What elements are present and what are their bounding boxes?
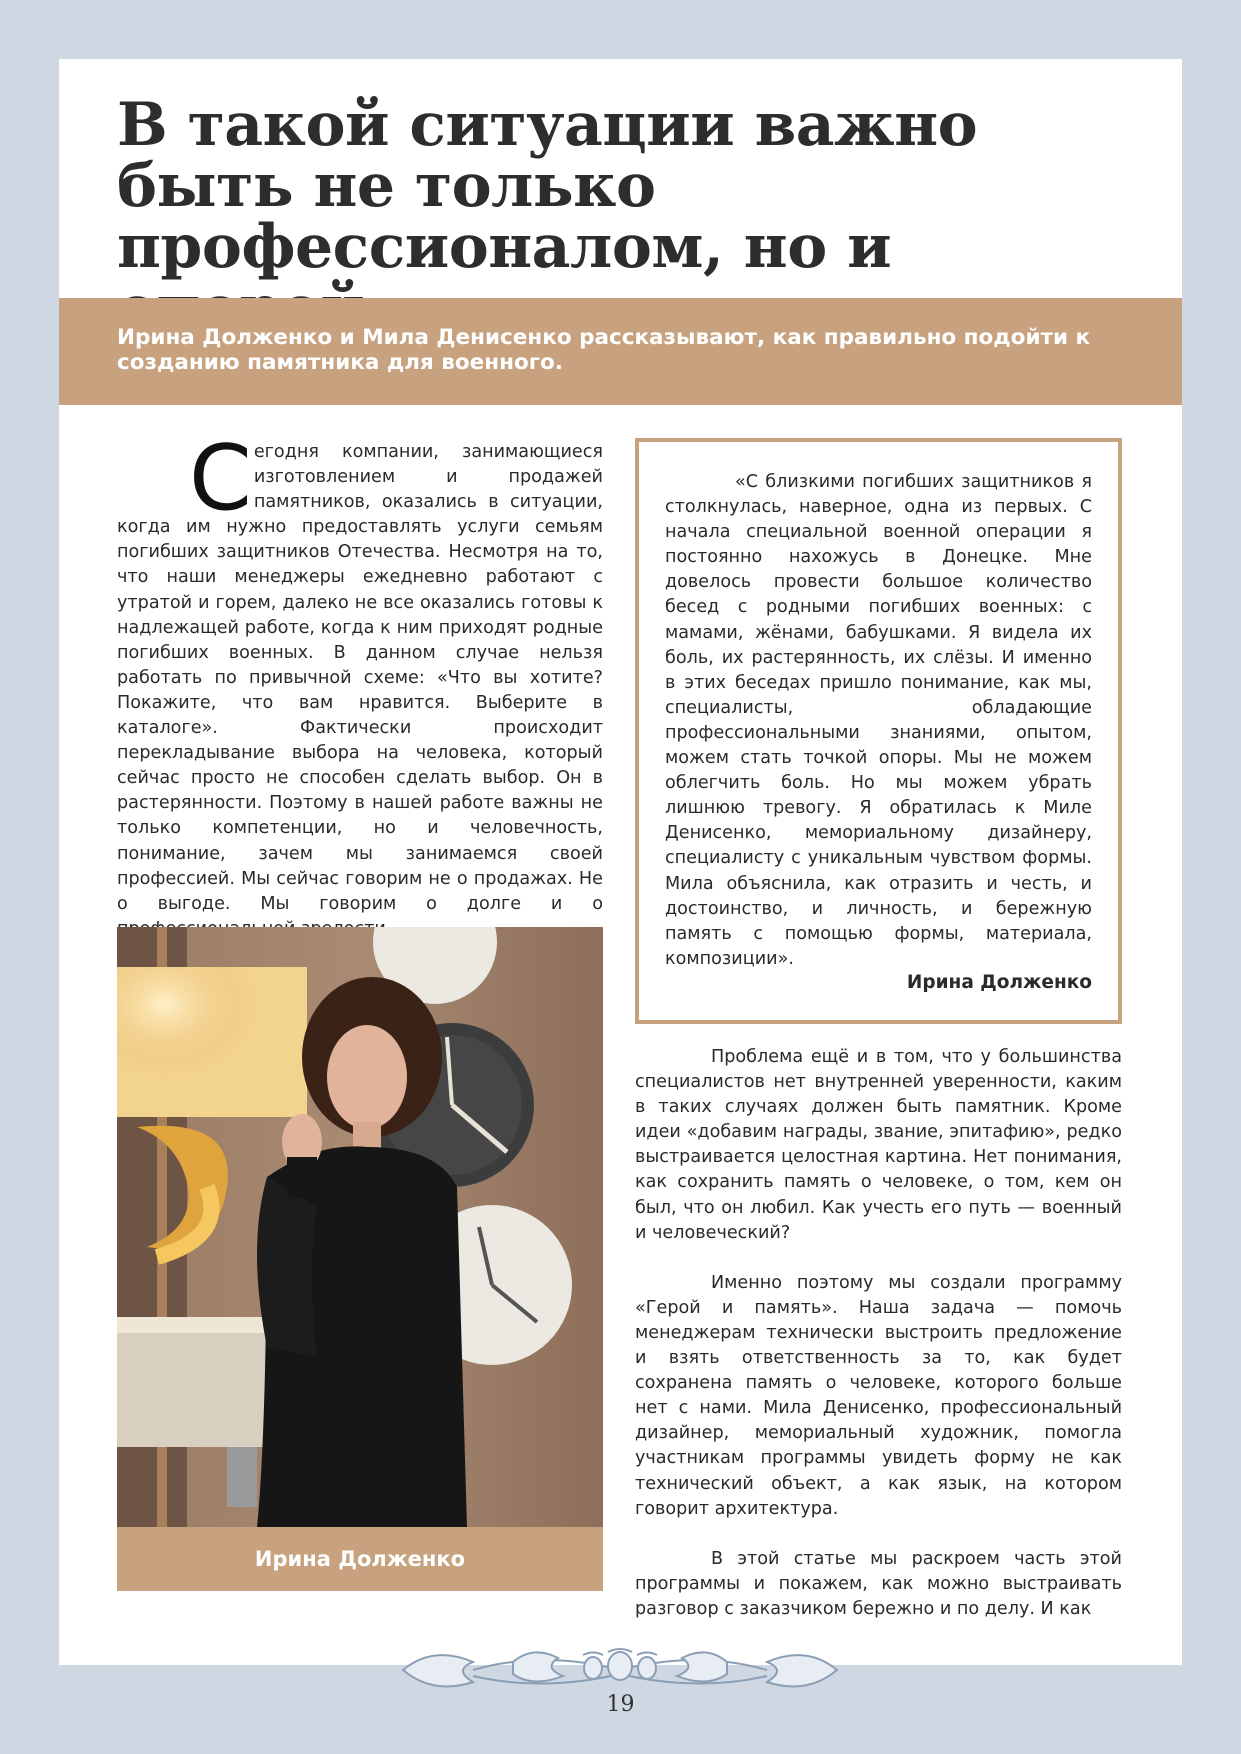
quote-author: Ирина Долженко	[906, 972, 1092, 993]
quote-box	[635, 438, 1122, 1024]
right-column	[635, 1045, 1122, 1647]
photo-caption-band	[117, 1527, 603, 1591]
oak-leaf-acorn-ornament-icon	[393, 1640, 847, 1698]
intro-text: егодня компании, занимающиеся изготовлением и продажей памятников, оказались в ситуации, когда им нужно предоставлять услуги семьям погибших защитников Отечества. Несмотря на то, что наши менеджеры ежедневно работают с утратой и горем, далеко не все оказались готовы к надлежащей работе, когда к ним приходят родные погибших военных. В данном случае нельзя работать по привычной схеме: «Что вы хотите? Покажите, что вам нравится. Выберите в каталоге». Фактически происходит перекладывание выбора на человека, который сейчас просто не способен сделать выбор. Он в растерянности. Поэтому в нашей работе важны не только компетенции, но и человечность, понимание, зачем мы занимаемся своей профессией. Мы сейчас говорим не о продажах. Не о выгоде. Мы говорим о долге и о	[117, 442, 603, 914]
intro-paragraph	[117, 426, 603, 942]
portrait-photo	[117, 927, 603, 1527]
photo-caption: Ирина Долженко	[254, 1547, 466, 1571]
quote-text: «С близкими погибших защитников я столкнулась, наверное, одна из первых. С начала специальной военной операции я постоянно нахожусь в Донецке. Мне довелось провести большое количество бесед с родными погибших военных: с мамами, жёнами, бабушками. Я видела их боль, их растерянность, их слёзы. И именно в этих беседах пришло понимание, как мы, специалисты, обладающие профессиональными знаниями, опытом, можем стать точкой опоры. Мы не можем облегчить боль. Но мы можем убрать лишнюю тревогу. Я обратилась к Миле Денисенко, мемориальному дизайнеру, специалисту с уникальным чувством формы. Мила объяснила, как отразить и честь, и достоинство, и личность, и бережную память с помощью формы, материала, композиции».	[665, 472, 1092, 969]
article-lead: Ирина Долженко и Мила Денисенко рассказывают, как правильно подойти к созданию памятника для военного.	[117, 325, 1091, 375]
paragraph-2: Именно поэтому мы создали программу «Герой и память». Наша задача — помочь менеджерам технически выстроить предложение и взять ответственность за то, как будет сохранена память о человеке, которого больше нет с нами. Мила Денисенко, профессиональный дизайнер, мемориальный художник, помогла участникам программы увидеть форму не как технический объект, а как язык, на котором говорит архитектура.	[635, 1272, 1122, 1519]
paragraph-1: Проблема ещё и в том, что у большинства специалистов нет внутренней уверенности, каким в таких случаях должен быть памятник. Кроме идеи «добавим награды, звание, эпитафию», редко выстраивается целостная картина. Нет понимания, как сохранить память о человеке, о том, кем он был, что он любил. Как учесть его путь — военный и человеческий?	[635, 1047, 1122, 1243]
page-number: 19	[606, 1692, 635, 1717]
paragraph-3: В этой статье мы раскроем часть этой программы и покажем, как можно выстраивать разговор с заказчиком бережно и по делу. И как	[635, 1548, 1122, 1619]
article-title: В такой ситуации важно быть не только профессионалом, но и	[117, 90, 978, 282]
drop-cap: С	[189, 426, 252, 531]
intro-column	[117, 426, 603, 942]
